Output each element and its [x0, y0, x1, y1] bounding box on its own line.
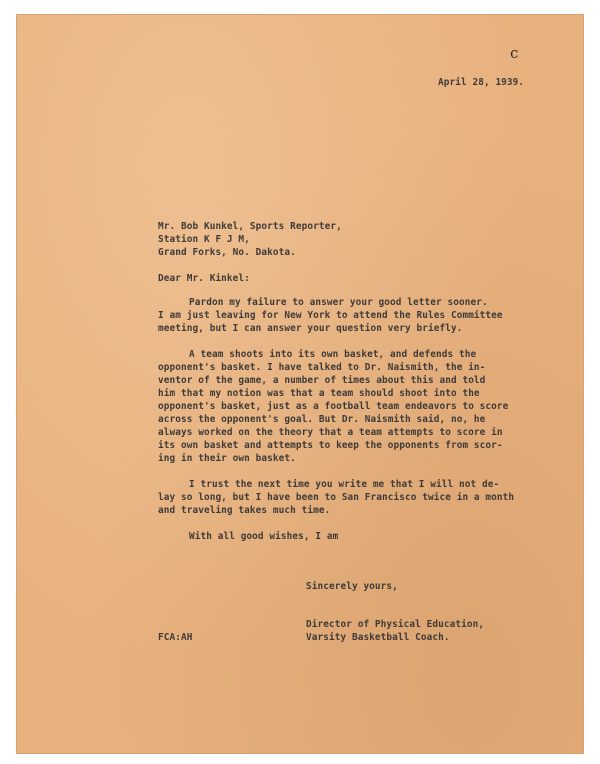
letter-page [16, 14, 584, 754]
letter-date: April 28, 1939. [438, 77, 525, 88]
signature-line-2: Varsity Basketball Coach. [306, 632, 450, 643]
paragraph-3-line-3: and traveling takes much time. [158, 505, 331, 516]
salutation: Dear Mr. Kinkel: [158, 273, 250, 284]
paragraph-2-line-3: ventor of the game, a number of times about this and told [158, 375, 486, 386]
paragraph-1-line-1: Pardon my failure to answer your good letter sooner. [189, 297, 488, 308]
paragraph-1-line-2: I am just leaving for New York to attend the Rules Committee [158, 310, 503, 321]
paragraph-2-line-1: A team shoots into its own basket, and defends the [189, 349, 477, 360]
paragraph-2-line-9: ing in their own basket. [158, 453, 296, 464]
paragraph-2-line-7: always worked on the theory that a team attempts to score in [158, 427, 503, 438]
complimentary-close: Sincerely yours, [306, 581, 398, 592]
paragraph-3-line-1: I trust the next time you write me that I will not de- [189, 479, 500, 490]
recipient-line-3: Grand Forks, No. Dakota. [158, 247, 296, 258]
paragraph-3-line-2: lay so long, but I have been to San Francisco twice in a month [158, 492, 515, 503]
recipient-line-2: Station K F J M, [158, 234, 250, 245]
paragraph-2-line-4: him that my notion was that a team should shoot into the [158, 388, 480, 399]
paragraph-2-line-6: across the opponent's goal. But Dr. Naismith said, no, he [158, 414, 486, 425]
paragraph-2-line-8: its own basket and attempts to keep the opponents from scor- [158, 440, 503, 451]
recipient-line-1: Mr. Bob Kunkel, Sports Reporter, [158, 221, 342, 232]
typist-initials: FCA:AH [158, 632, 193, 643]
paragraph-1-line-3: meeting, but I can answer your question very briefly. [158, 323, 463, 334]
corner-handwritten-mark: c [510, 44, 519, 62]
signature-line-1: Director of Physical Education, [306, 619, 485, 630]
closing-wishes: With all good wishes, I am [189, 531, 339, 542]
paragraph-2-line-5: opponent's basket, just as a football team endeavors to score [158, 401, 509, 412]
paragraph-2-line-2: opponent's basket. I have talked to Dr. Naismith, the in- [158, 362, 486, 373]
